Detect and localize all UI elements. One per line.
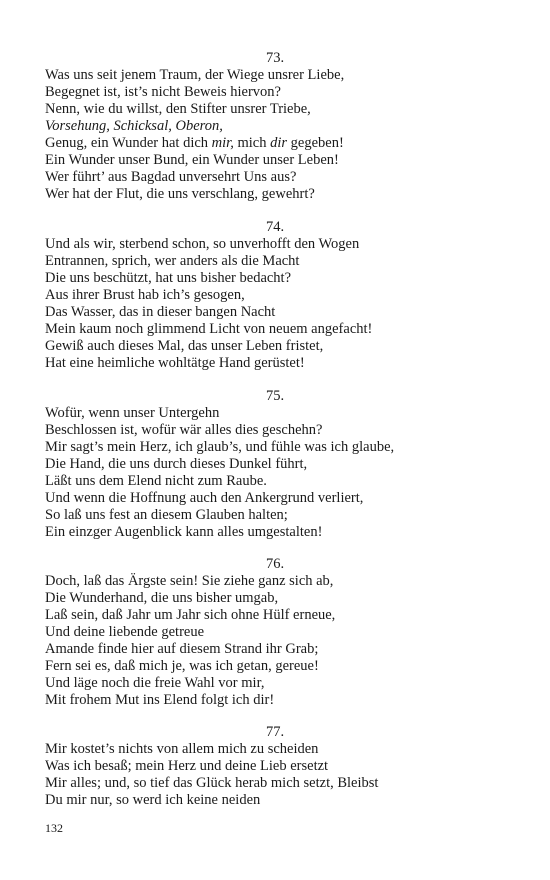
stanza-77 [45,724,515,809]
verse-segment: Mir sagt’s mein Herz, ich glaub’s, und fühle was ich glaube, [45,439,395,455]
verse-line [45,253,515,270]
verse-segment: Was uns seit jenem Traum, der Wiege unsrer Liebe, [45,67,345,83]
stanza-73 [45,50,515,203]
verse-segment: Wer führt’ aus Bagdad unversehrt Uns aus? [45,169,297,185]
verse-segment: Und läge noch die freie Wahl vor mir, [45,675,265,691]
verse-line [45,84,515,101]
verse-line [45,439,515,456]
verse-line [45,741,515,758]
stanza-number: 73. [265,50,285,66]
stanza-number: 77. [265,724,285,740]
verse-line [45,186,515,203]
stanza-74 [45,219,515,372]
stanza-76 [45,556,515,709]
verse-line [45,675,515,692]
verse-segment: Die Wunderhand, die uns bisher umgab, [45,590,279,606]
verse-segment: Mir alles; und, so tief das Glück herab mich setzt, Bleibst [45,775,379,791]
verse-segment: Läßt uns dem Elend nicht zum Raube. [45,473,267,489]
verse-segment: Fern sei es, daß mich je, was ich getan, gereue! [45,658,319,674]
verse-line [45,658,515,675]
verse-segment: Begegnet ist, ist’s nicht Beweis hiervon? [45,84,281,100]
verse-segment: Aus ihrer Brust hab ich’s gesogen, [45,287,245,303]
verse-segment: Gewiß auch dieses Mal, das unser Leben fristet, [45,338,324,354]
verse-line [45,236,515,253]
verse-segment: mich [233,135,271,151]
verse-line [45,355,515,372]
verse-segment: Laß sein, daß Jahr um Jahr sich ohne Hülf erneue, [45,607,336,623]
verse-segment: Wer hat der Flut, die uns verschlang, gewehrt? [45,186,315,202]
verse-line [45,775,515,792]
verse-segment: Ein einzger Augenblick kann alles umgestalten! [45,524,323,540]
verse-line [45,524,515,541]
verse-segment: Nenn, wie du willst, den Stifter unsrer Triebe, [45,101,311,117]
stanza-number: 76. [265,556,285,572]
verse-line [45,692,515,709]
verse-line [45,67,515,84]
verse-segment: Wofür, wenn unser Untergehn [45,405,220,421]
verse-line [45,135,515,152]
verse-segment: gegeben! [287,135,344,151]
verse-line [45,338,515,355]
verse-line [45,792,515,809]
verse-segment: Die uns beschützt, hat uns bisher bedacht? [45,270,292,286]
verse-segment: Was ich besaß; mein Herz und deine Lieb ersetzt [45,758,329,774]
verse-segment: Hat eine heimliche wohltätge Hand gerüstet! [45,355,305,371]
verse-segment: Doch, laß das Ärgste sein! Sie ziehe ganz sich ab, [45,573,334,589]
page-number: 132 [45,821,63,835]
verse-line [45,287,515,304]
verse-line [45,590,515,607]
verse-segment: Das Wasser, das in dieser bangen Nacht [45,304,276,320]
verse-segment: Ein Wunder unser Bund, ein Wunder unser Leben! [45,152,339,168]
verse-line [45,169,515,186]
verse-segment: Beschlossen ist, wofür wär alles dies geschehn? [45,422,323,438]
verse-line [45,118,515,135]
verse-line [45,456,515,473]
verse-line [45,422,515,439]
verse-line [45,641,515,658]
verse-segment: Die Hand, die uns durch dieses Dunkel führt, [45,456,308,472]
verse-line [45,490,515,507]
verse-line [45,304,515,321]
stanza-number: 75. [265,388,285,404]
verse-segment: Genug, ein Wunder hat dich [45,135,212,151]
verse-segment: Du mir nur, so werd ich keine neiden [45,792,261,808]
verse-line [45,405,515,422]
verse-segment: Entrannen, sprich, wer anders als die Macht [45,253,300,269]
verse-line [45,758,515,775]
verse-segment: Amande finde hier auf diesem Strand ihr Grab; [45,641,319,657]
verse-segment: Mein kaum noch glimmend Licht von neuem angefacht! [45,321,373,337]
verse-segment: Und wenn die Hoffnung auch den Ankergrund verliert, [45,490,364,506]
stanza-number: 74. [265,219,285,235]
stanza-75 [45,388,515,541]
verse-segment: Mit frohem Mut ins Elend folgt ich dir! [45,692,275,708]
verse-line [45,473,515,490]
verse-segment-italic: Vorsehung, Schicksal, Oberon, [45,118,223,134]
verse-segment: So laß uns fest an diesem Glauben halten; [45,507,288,523]
verse-line [45,270,515,287]
verse-line [45,607,515,624]
verse-segment: Mir kostet’s nichts von allem mich zu scheiden [45,741,319,757]
verse-line [45,624,515,641]
verse-line [45,152,515,169]
verse-segment-italic: mir, [211,135,234,151]
verse-line [45,573,515,590]
verse-segment: Und deine liebende getreue [45,624,205,640]
verse-segment: Und als wir, sterbend schon, so unverhofft den Wogen [45,236,360,252]
verse-line [45,507,515,524]
verse-segment-italic: dir [270,135,288,151]
verse-line [45,101,515,118]
verse-line [45,321,515,338]
